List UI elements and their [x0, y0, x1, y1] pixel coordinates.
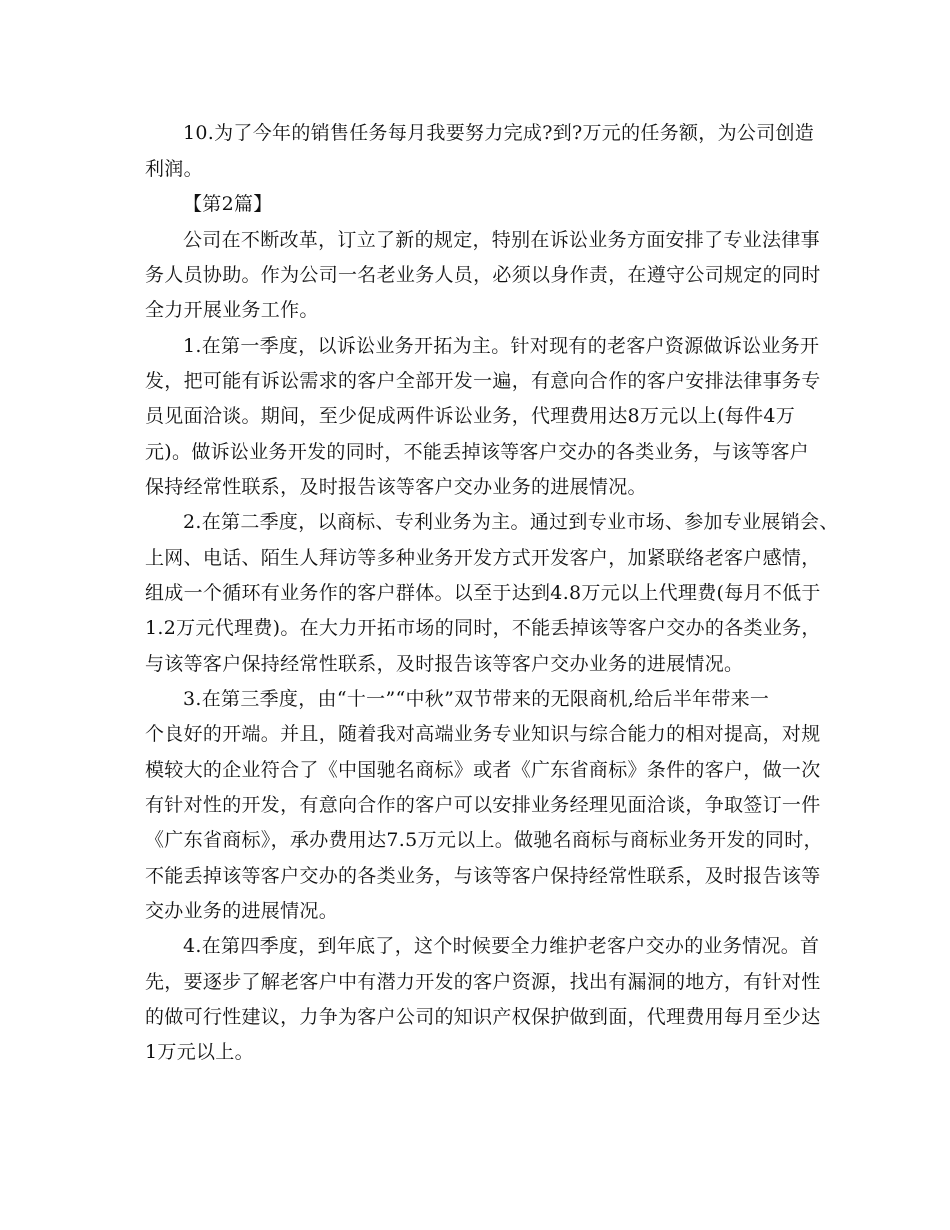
text-line: 务人员协助。作为公司一名老业务人员，必须以身作责，在遵守公司规定的同时	[145, 264, 821, 286]
text-line: 《广东省商标》，承办费用达7.5万元以上。做驰名商标与商标业务开发的同时，	[145, 829, 823, 851]
text-line: 4.在第四季度，到年底了，这个时候要全力维护老客户交办的业务情况。首	[183, 935, 820, 957]
text-line: 10.为了今年的销售任务每月我要努力完成?到?万元的任务额，为公司创造	[183, 122, 815, 144]
text-line: 发，把可能有诉讼需求的客户全部开发一遍，有意向合作的客户安排法律事务专	[145, 370, 821, 392]
section-heading: 【第2篇】	[183, 193, 273, 215]
text-line: 3.在第三季度，由“十一”“中秋”双节带来的无限商机,给后半年带来一	[183, 688, 770, 710]
text-line: 员见面洽谈。期间，至少促成两件诉讼业务，代理费用达8万元以上(每件4万	[145, 405, 796, 427]
text-line: 不能丢掉该等客户交办的各类业务，与该等客户保持经常性联系，及时报告该等	[145, 865, 821, 887]
text-line: 有针对性的开发，有意向合作的客户可以安排业务经理见面洽谈，争取签订一件	[145, 794, 821, 816]
text-line: 交办业务的进展情况。	[145, 900, 339, 922]
text-line: 2.在第二季度，以商标、专利业务为主。通过到专业市场、参加专业展销会、	[183, 511, 839, 533]
text-line: 的做可行性建议，力争为客户公司的知识产权保护做到面，代理费用每月至少达	[145, 1006, 821, 1028]
text-line: 1.在第一季度，以诉讼业务开拓为主。针对现有的老客户资源做诉讼业务开	[183, 335, 820, 357]
text-line: 个良好的开端。并且，随着我对高端业务专业知识与综合能力的相对提高，对规	[145, 723, 821, 745]
text-line: 元)。做诉讼业务开发的同时，不能丢掉该等客户交办的各类业务，与该等客户	[145, 441, 809, 463]
text-line: 1万元以上。	[145, 1041, 254, 1063]
text-line: 利润。	[145, 158, 203, 180]
text-line: 1.2万元代理费)。在大力开拓市场的同时，不能丢掉该等客户交办的各类业务，	[145, 617, 821, 639]
text-line: 公司在不断改革，订立了新的规定，特别在诉讼业务方面安排了专业法律事	[183, 229, 820, 251]
text-line: 先，要逐步了解老客户中有潜力开发的客户资源，找出有漏洞的地方，有针对性	[145, 971, 821, 993]
text-line: 保持经常性联系，及时报告该等客户交办业务的进展情况。	[145, 476, 647, 498]
text-line: 模较大的企业符合了《中国驰名商标》或者《广东省商标》条件的客户，做一次	[145, 759, 821, 781]
text-line: 与该等客户保持经常性联系，及时报告该等客户交办业务的进展情况。	[145, 653, 744, 675]
text-line: 全力开展业务工作。	[145, 299, 319, 321]
text-line: 组成一个循环有业务作的客户群体。以至于达到4.8万元以上代理费(每月不低于	[145, 582, 821, 604]
text-line: 上网、电话、陌生人拜访等多种业务开发方式开发客户，加紧联络老客户感情，	[145, 547, 821, 569]
